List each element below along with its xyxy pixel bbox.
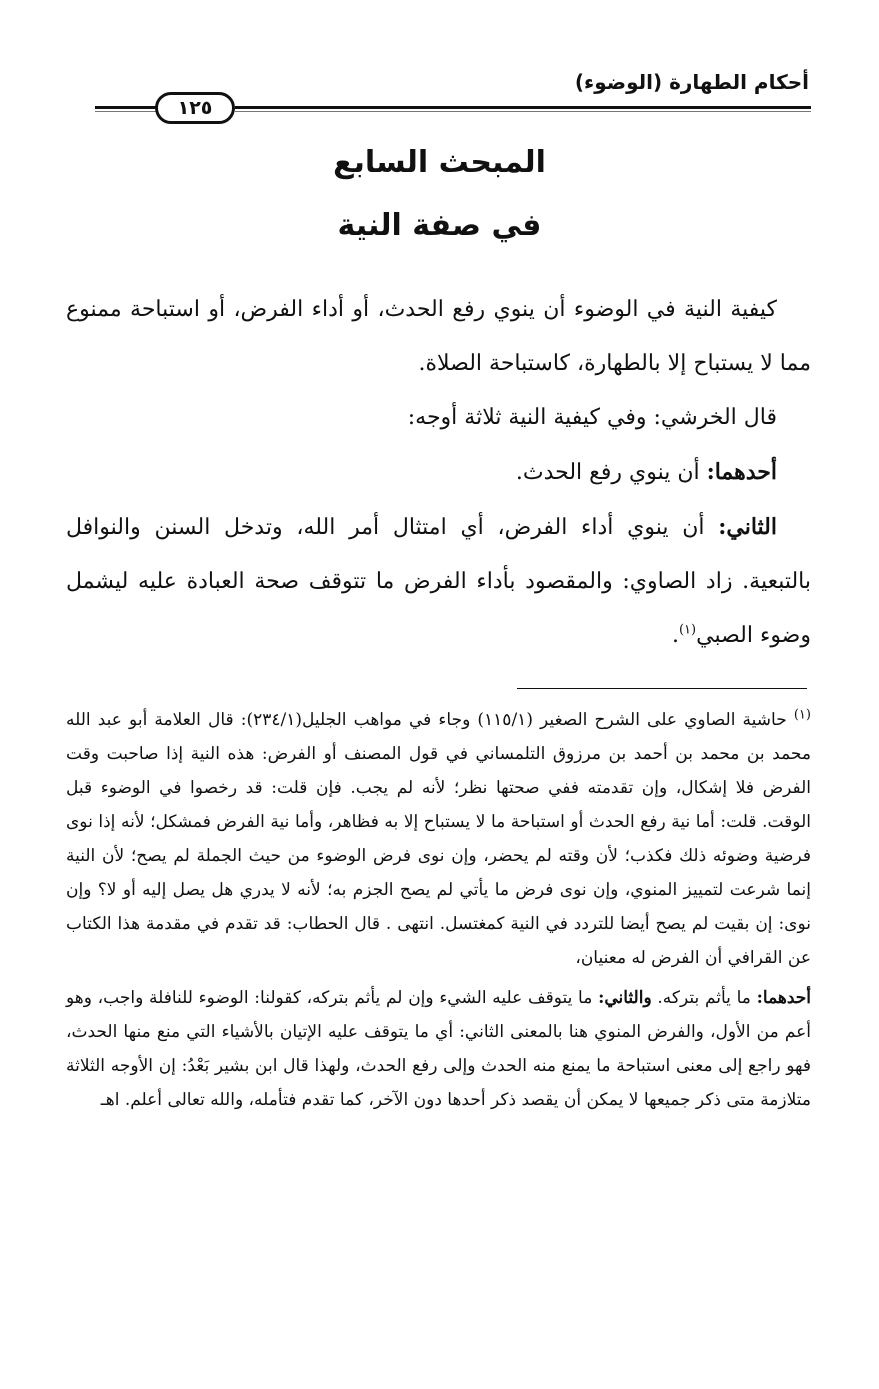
- first-view-label: أحدهما:: [706, 459, 777, 485]
- running-title: أحكام الطهارة (الوضوء): [574, 70, 809, 94]
- footnote-1-continued: [66, 981, 811, 1117]
- footnote-marker: (١): [793, 707, 811, 723]
- paragraph-intro: كيفية النية في الوضوء أن ينوي رفع الحدث، أو أداء الفرض، أو استباحة ممنوع مما لا يستباح إلا بالطهارة، كاستباحة الصلاة.: [66, 297, 811, 376]
- first-view-text: أن ينوي رفع الحدث.: [515, 460, 707, 485]
- second-view-label: الثاني:: [718, 514, 777, 540]
- main-text: [66, 283, 811, 663]
- paragraph-first-view: [66, 445, 811, 500]
- paragraph-second-view: [66, 500, 811, 663]
- paragraph-khurashi: قال الخرشي: وفي كيفية النية ثلاثة أوجه:: [407, 405, 777, 430]
- section-heading: المبحث السابع: [333, 145, 546, 180]
- footnote-1: [66, 703, 811, 975]
- second-view-end: .: [671, 623, 679, 648]
- section-subtitle: في صفة النية: [337, 208, 542, 243]
- meaning-one-text: ما يأثم بتركه.: [651, 988, 757, 1008]
- footnote-separator: [517, 688, 807, 689]
- page-number: ١٢٥: [155, 92, 235, 124]
- footnotes: [66, 703, 811, 1123]
- meaning-two-label: والثاني:: [598, 988, 652, 1008]
- footnote-1-text: حاشية الصاوي على الشرح الصغير (١١٥/١) وجاء في مواهب الجليل(٢٣٤/١): قال العلامة أبو عبد الله محمد بن محمد بن أحمد بن مرزوق التلمساني في قول المصنف أو الفرض: هذه النية إذا صاحبت وقت الفرض فلا إشكال، وإن تقدمته ففي صحتها نظر؛ لأنه لم يجب. فإن قلت: قد رخصوا في الوضوء قبل الوقت. قلت: أما نية رفع الحدث أو استباحة ما لا يستباح إلا به فظاهر، وأما نية الفرض فمشكل؛ لأنه إذا نوى فرضية وضوئه ذلك فكذب؛ لأن وقته لم يحضر، وإن نوى فرض الوضوء من حيث الجملة لم يصح؛ لأن النية إنما شرعت لتمييز المنوي، وإن نوى فرض ما يأتي لم يصح الجزم به؛ لأنه لا يدري هل يصل إليه أو لا؟ وإن نوى: إن بقيت لم يصح أيضا للتردد في النية كمغتسل. انتهى . قال الحطاب: قد تقدم في مقدمة هذا الكتاب عن القرافي أن الفرض له معنيان،: [66, 710, 811, 968]
- second-view-text: أن ينوي أداء الفرض، أي امتثال أمر الله، وتدخل السنن والنوافل بالتبعية. زاد الصاوي: والمقصود بأداء الفرض ما تتوقف صحة العبادة عليه ليشمل وضوء الصبي: [66, 515, 811, 648]
- meaning-two-text: ما يتوقف عليه الشيء وإن لم يأثم بتركه، كقولنا: الوضوء للنافلة واجب، وهو أعم من الأول، والفرض المنوي هنا بالمعنى الثاني: أي ما يتوقف عليه الإتيان بالأشياء التي منع منها الحدث، فهو راجع إلى معنى استباحة ما يمنع منه الحدث وإلى رفع الحدث، ولهذا قال ابن بشير بَعْدُ: إن الأوجه الثلاثة متلازمة متى ذكر جميعها لا يمكن أن يقصد ذكر أحدها دون الآخر، كما تقدم فتأمله، والله تعالى أعلم. اهـ: [66, 988, 811, 1110]
- footnote-reference: (١): [678, 622, 697, 638]
- meaning-one-label: أحدهما:: [756, 988, 812, 1008]
